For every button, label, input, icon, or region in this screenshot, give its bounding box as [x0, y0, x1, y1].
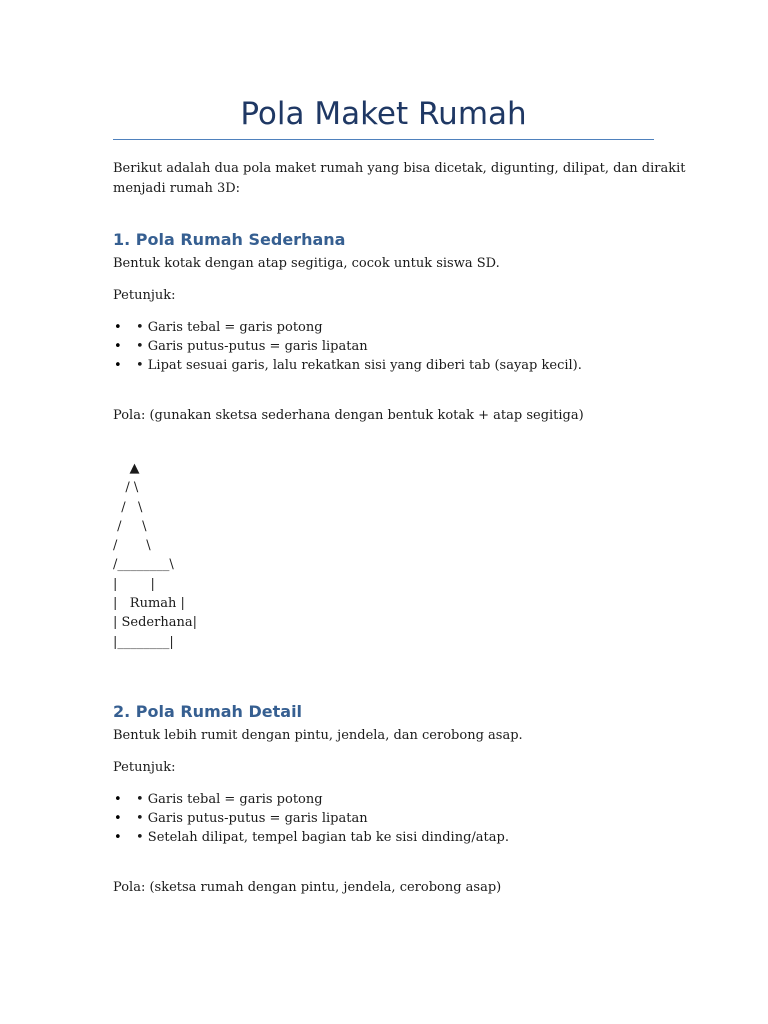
bullet-icon: • — [114, 830, 122, 845]
section-1-pattern-label: Pola: (gunakan sketsa sederhana dengan bentuk kotak + atap segitiga) — [113, 408, 584, 423]
list-item — [113, 356, 582, 375]
bullet-icon: • — [114, 792, 122, 807]
sketch-line: | | — [113, 576, 155, 592]
sketch-line: /________\ — [113, 557, 174, 573]
sketch-line: | Sederhana| — [113, 615, 197, 631]
section-2-instructions-list — [113, 790, 509, 847]
list-item-text: • Garis tebal = garis potong — [136, 320, 323, 335]
list-item — [113, 790, 509, 809]
sketch-line: ▲ — [113, 461, 140, 476]
list-item-text: • Setelah dilipat, tempel bagian tab ke sisi dinding/atap. — [136, 830, 509, 845]
sketch-line: / \ — [113, 538, 151, 554]
list-item-text: • Lipat sesuai garis, lalu rekatkan sisi yang diberi tab (sayap kecil). — [136, 358, 582, 373]
house-sketch — [113, 459, 197, 652]
list-item — [113, 337, 582, 356]
list-item-text: • Garis putus-putus = garis lipatan — [136, 339, 368, 354]
list-item-text: • Garis tebal = garis potong — [136, 792, 323, 807]
sketch-line: / \ — [113, 499, 143, 515]
bullet-icon: • — [114, 811, 122, 826]
intro-text-line-1: Berikut adalah dua pola maket rumah yang bisa dicetak, digunting, dilipat, dan dirakit — [113, 161, 686, 176]
section-2-description: Bentuk lebih rumit dengan pintu, jendela, dan cerobong asap. — [113, 728, 523, 743]
section-2-heading: 2. Pola Rumah Detail — [113, 702, 303, 721]
sketch-line: | Rumah | — [113, 596, 185, 612]
section-2-instructions-label: Petunjuk: — [113, 760, 176, 775]
list-item — [113, 318, 582, 337]
section-2-pattern-label: Pola: (sketsa rumah dengan pintu, jendela, cerobong asap) — [113, 880, 502, 895]
list-item-text: • Garis putus-putus = garis lipatan — [136, 811, 368, 826]
section-1-description: Bentuk kotak dengan atap segitiga, cocok untuk siswa SD. — [113, 256, 500, 271]
section-1-instructions-label: Petunjuk: — [113, 288, 176, 303]
document-title: Pola Maket Rumah — [240, 96, 527, 132]
section-1-heading: 1. Pola Rumah Sederhana — [113, 230, 346, 249]
sketch-line: |________| — [113, 634, 174, 650]
section-1-instructions-list — [113, 318, 582, 375]
bullet-icon: • — [114, 339, 122, 354]
title-underline — [113, 139, 654, 140]
bullet-icon: • — [114, 358, 122, 373]
sketch-line: / \ — [113, 518, 147, 534]
list-item — [113, 809, 509, 828]
sketch-line: / \ — [113, 480, 139, 496]
intro-text-line-2: menjadi rumah 3D: — [113, 181, 241, 196]
bullet-icon: • — [114, 320, 122, 335]
list-item — [113, 828, 509, 847]
